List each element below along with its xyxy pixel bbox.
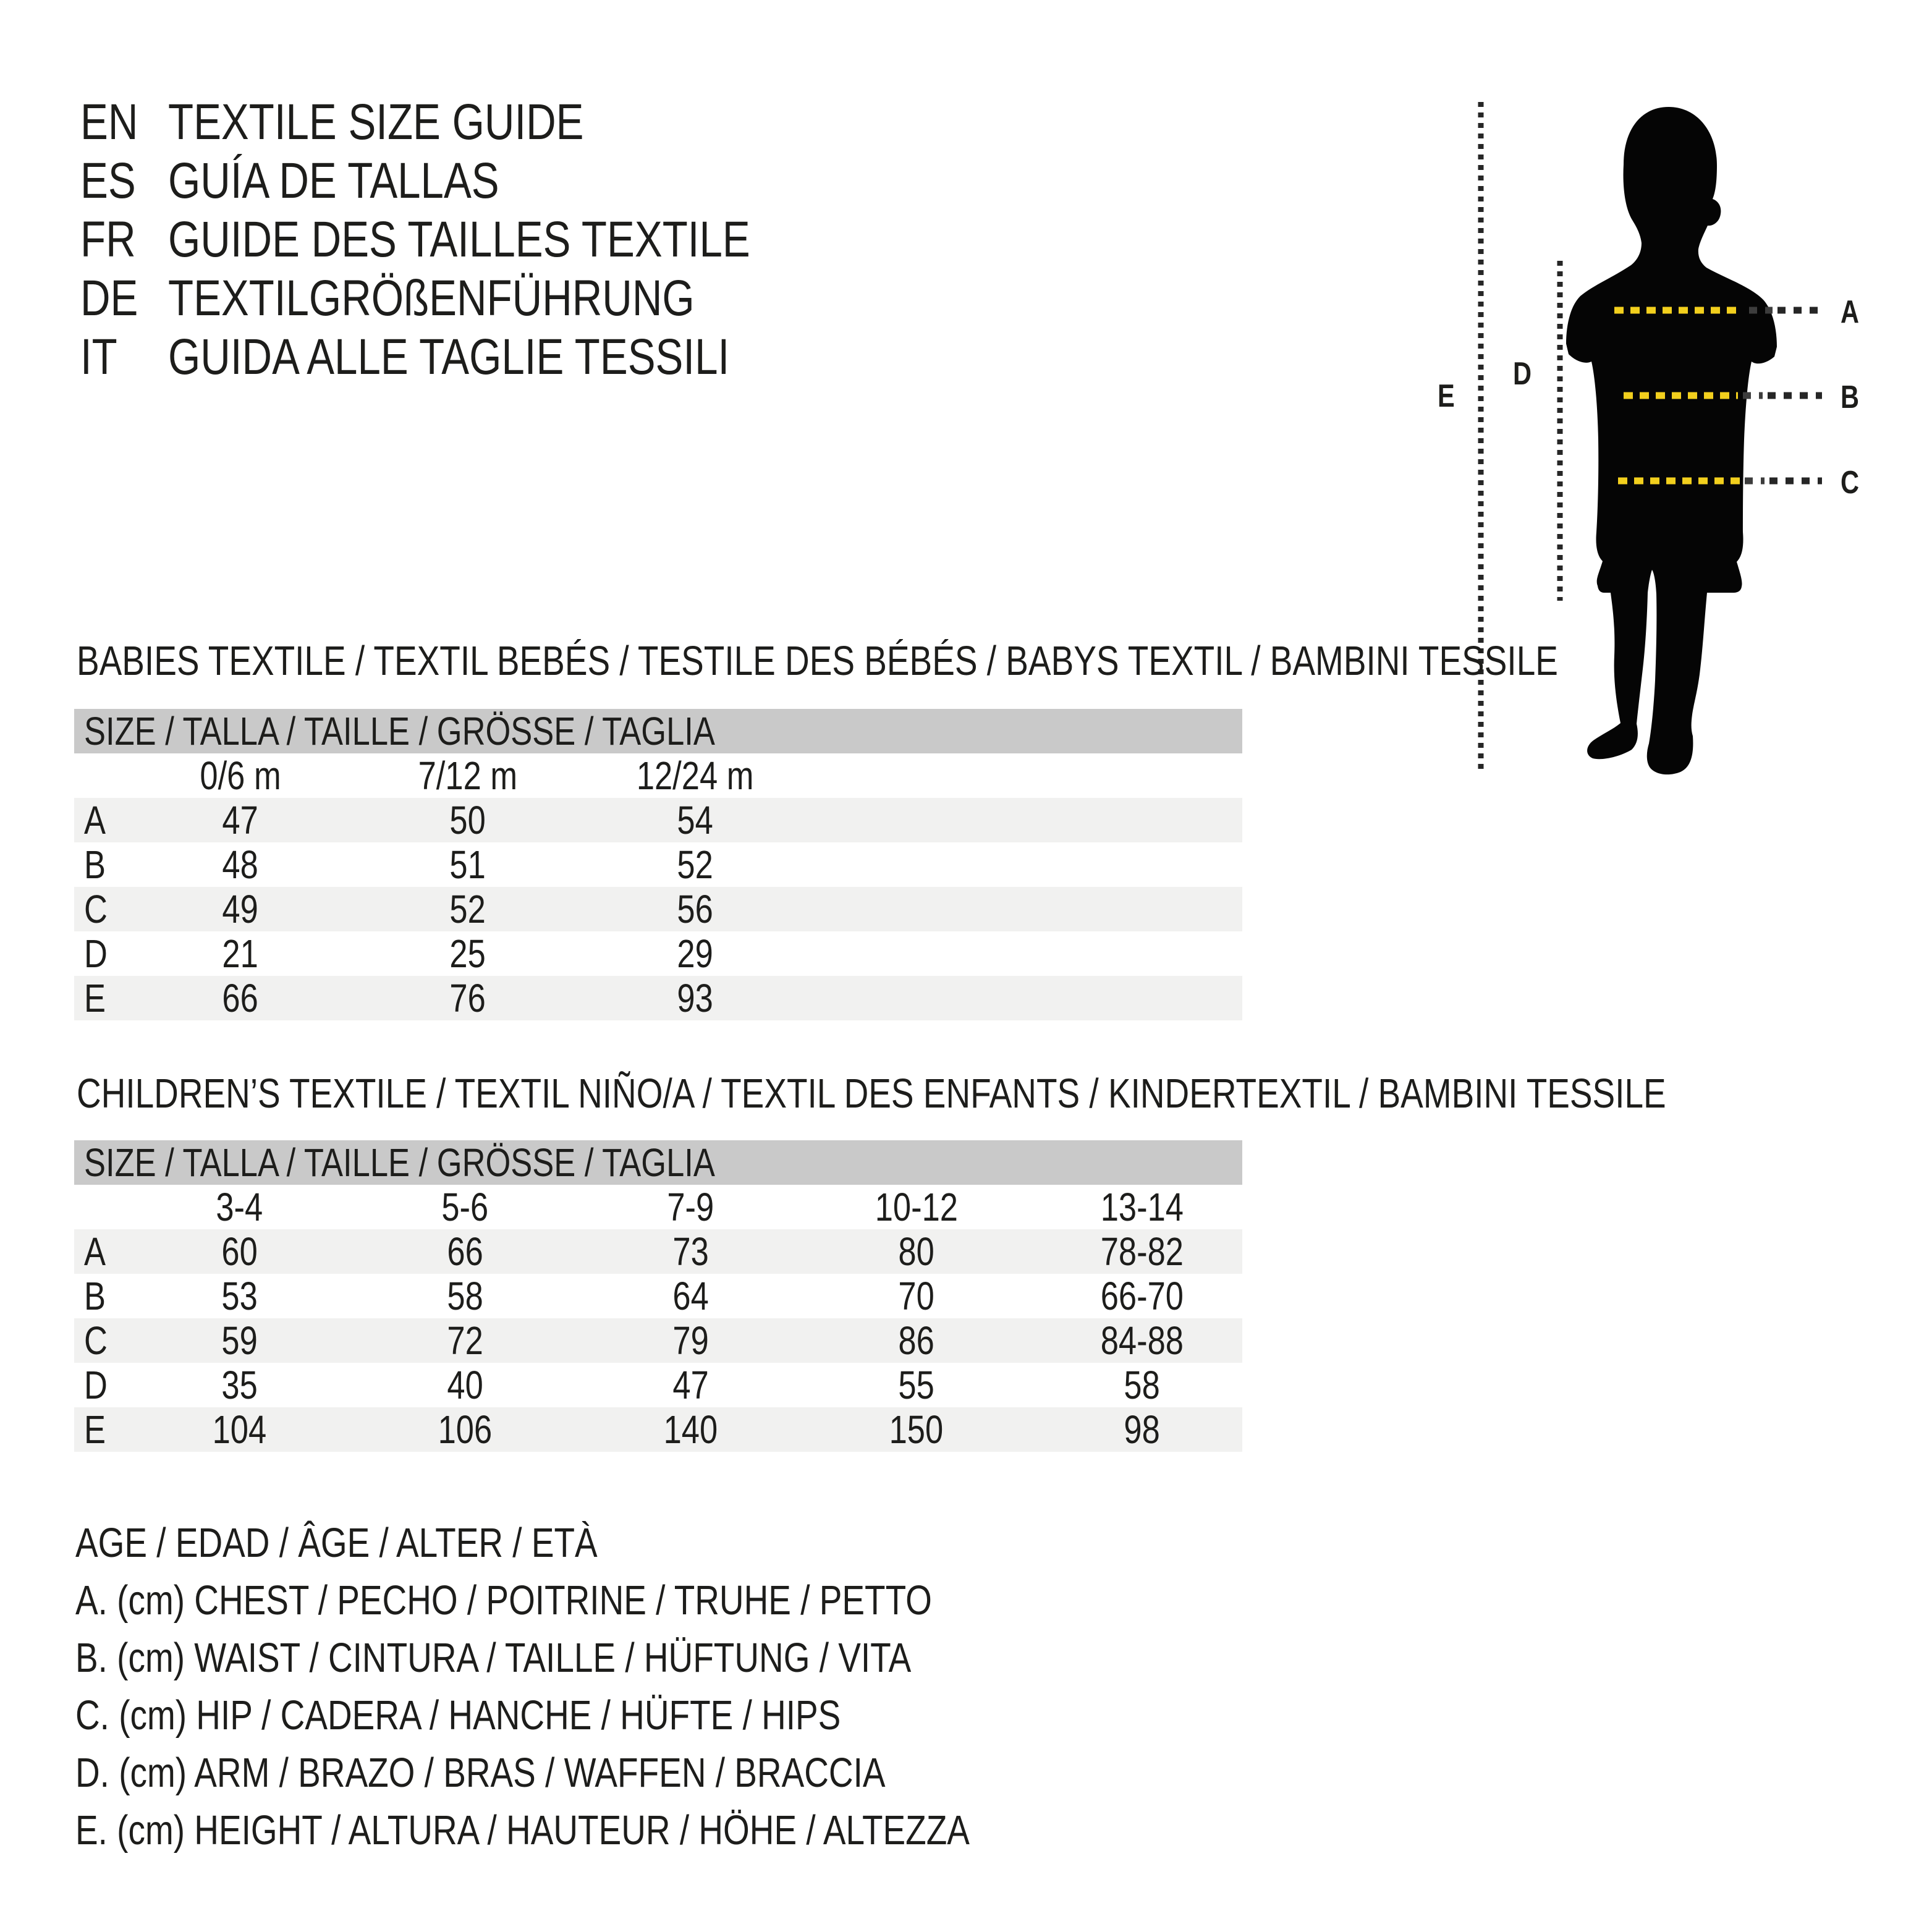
table-cell: 56 [677,887,714,931]
table-cell: 66 [447,1229,483,1274]
children-size-header: SIZE / TALLA / TAILLE / GRÖSSE / TAGLIA [74,1140,1242,1185]
row-label: D [84,931,108,976]
table-cell: 51 [449,842,486,887]
table-cell: 59 [221,1318,258,1363]
legend-line-arm: D. (cm) ARM / BRAZO / BRAS / WAFFEN / BRACCIA [75,1750,886,1796]
row-label: E [84,1407,106,1452]
lang-code: DE [80,269,138,326]
table-row [74,1229,1242,1274]
table-cell: 58 [447,1274,483,1318]
lang-row-en [80,93,878,151]
lang-code: EN [80,93,138,150]
table-cell: 66 [222,976,259,1020]
table-cell: 104 [212,1407,267,1452]
table-cell: 80 [898,1229,934,1274]
column-header: 3-4 [216,1185,263,1229]
children-column-header-row [74,1185,1242,1229]
lang-label: GUIDA ALLE TAGLIE TESSILI [168,328,730,385]
table-row [74,842,1242,887]
table-cell: 93 [677,976,714,1020]
measurement-figure [1421,87,1916,803]
table-cell: 48 [222,842,259,887]
lang-label: GUIDE DES TAILLES TEXTILE [168,211,750,268]
babies-size-table [74,709,1242,1020]
table-cell: 55 [898,1363,934,1407]
arm-label-d: D [1513,355,1532,392]
column-header: 7/12 m [418,753,518,798]
lang-label: GUÍA DE TALLAS [168,152,499,209]
table-row [74,931,1242,976]
legend-line-height: E. (cm) HEIGHT / ALTURA / HAUTEUR / HÖHE / ALTEZZA [75,1807,970,1854]
column-header: 13-14 [1100,1185,1184,1229]
lang-code: IT [80,328,117,385]
children-size-table [74,1140,1242,1452]
row-label: B [84,842,106,887]
column-header: 0/6 m [200,753,281,798]
babies-size-header: SIZE / TALLA / TAILLE / GRÖSSE / TAGLIA [74,709,1242,753]
table-cell: 25 [449,931,486,976]
table-cell: 47 [672,1363,709,1407]
row-label: E [84,976,106,1020]
table-cell: 21 [222,931,259,976]
table-cell: 50 [449,798,486,842]
row-label: A [84,1229,106,1274]
lang-row-it [80,328,878,386]
table-cell: 49 [222,887,259,931]
table-cell: 140 [663,1407,718,1452]
table-cell: 64 [672,1274,709,1318]
legend-line-age: AGE / EDAD / ÂGE / ALTER / ETÀ [75,1520,598,1566]
table-cell: 52 [449,887,486,931]
table-row [74,1274,1242,1318]
table-cell: 150 [889,1407,944,1452]
lang-row-de [80,269,878,328]
table-cell: 84-88 [1100,1318,1184,1363]
hip-label-c: C [1841,464,1860,501]
waist-label-b: B [1841,378,1860,415]
babies-column-header-row [74,753,1242,798]
table-cell: 106 [438,1407,493,1452]
table-cell: 86 [898,1318,934,1363]
table-cell: 78-82 [1100,1229,1184,1274]
lang-label: TEXTILE SIZE GUIDE [168,93,584,150]
table-cell: 40 [447,1363,483,1407]
table-cell: 66-70 [1100,1274,1184,1318]
table-cell: 72 [447,1318,483,1363]
measurement-legend [75,1514,1166,1859]
table-cell: 54 [677,798,714,842]
lang-code: ES [80,152,136,209]
column-header: 7-9 [667,1185,714,1229]
table-cell: 47 [222,798,259,842]
lang-code: FR [80,211,136,268]
table-cell: 35 [221,1363,258,1407]
language-title-block [80,93,878,386]
children-section-title: CHILDREN’S TEXTILE / TEXTIL NIÑO/A / TEXTIL DES ENFANTS / KINDERTEXTIL / BAMBINI TESSILE [77,1070,1666,1117]
table-row [74,1363,1242,1407]
column-header: 12/24 m [637,753,754,798]
table-cell: 70 [898,1274,934,1318]
height-label-e: E [1438,377,1455,414]
row-label: A [84,798,106,842]
table-row [74,976,1242,1020]
table-cell: 53 [221,1274,258,1318]
table-row [74,1407,1242,1452]
table-cell: 29 [677,931,714,976]
lang-row-fr [80,210,878,269]
table-cell: 76 [449,976,486,1020]
table-cell: 52 [677,842,714,887]
lang-row-es [80,151,878,210]
row-label: C [84,1318,108,1363]
chest-label-a: A [1841,293,1860,330]
column-header: 5-6 [441,1185,489,1229]
table-cell: 60 [221,1229,258,1274]
row-label: C [84,887,108,931]
table-row [74,1318,1242,1363]
row-label: D [84,1363,108,1407]
column-header: 10-12 [875,1185,958,1229]
table-cell: 98 [1124,1407,1160,1452]
babies-section-title: BABIES TEXTILE / TEXTIL BEBÉS / TESTILE DES BÉBÉS / BABYS TEXTIL / BAMBINI TESSILE [77,638,1558,684]
row-label: B [84,1274,106,1318]
table-cell: 73 [672,1229,709,1274]
lang-label: TEXTILGRÖßENFÜHRUNG [168,269,695,326]
legend-line-waist: B. (cm) WAIST / CINTURA / TAILLE / HÜFTUNG / VITA [75,1635,912,1681]
table-cell: 79 [672,1318,709,1363]
legend-line-chest: A. (cm) CHEST / PECHO / POITRINE / TRUHE / PETTO [75,1577,932,1624]
table-row [74,798,1242,842]
table-cell: 58 [1124,1363,1160,1407]
table-row [74,887,1242,931]
legend-line-hip: C. (cm) HIP / CADERA / HANCHE / HÜFTE / HIPS [75,1692,841,1739]
